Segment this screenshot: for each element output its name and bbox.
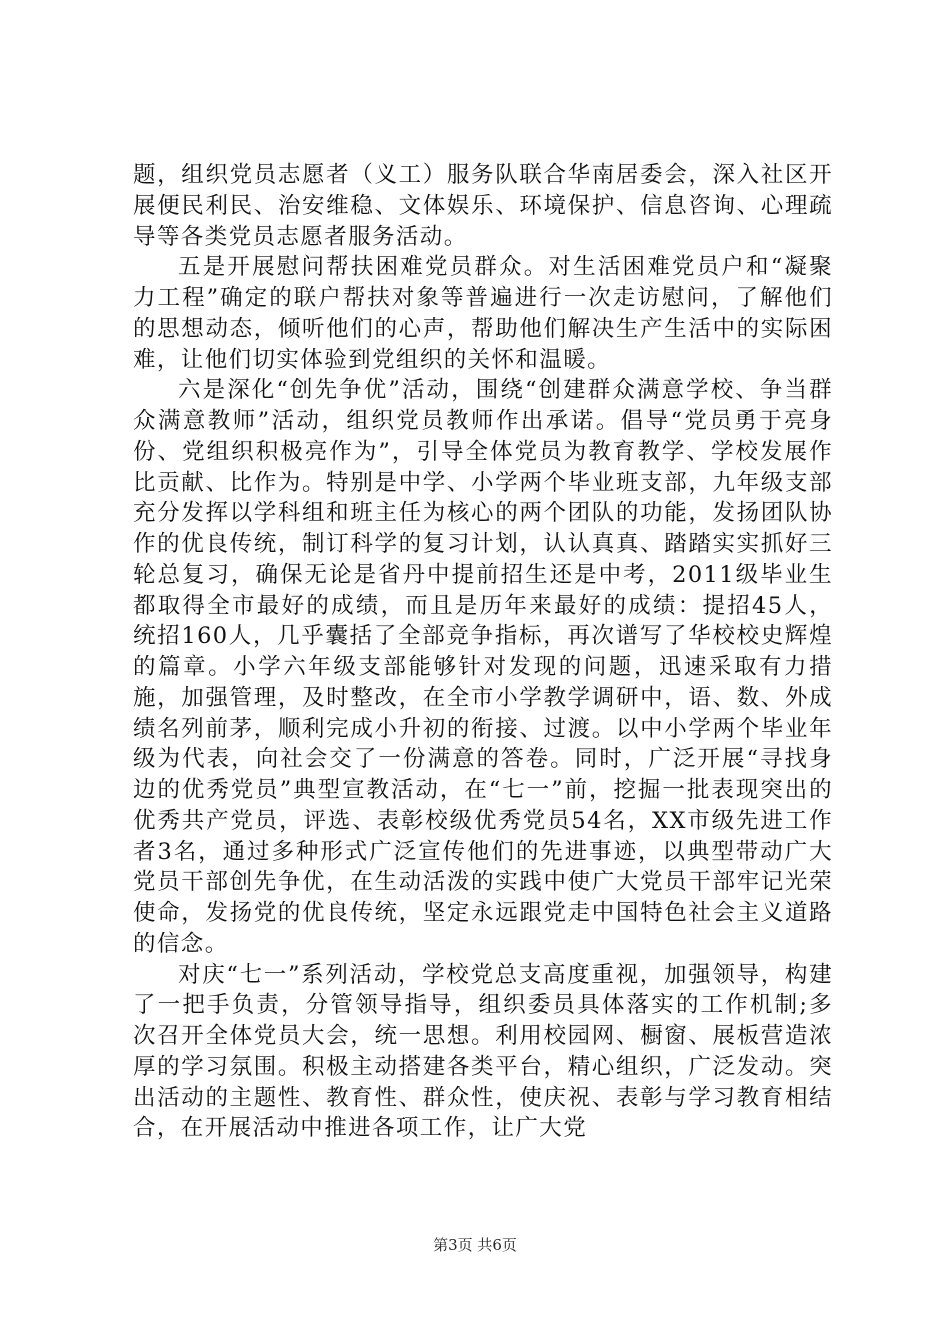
document-body xyxy=(133,160,833,1144)
paragraph-create-excellence: 六是深化“创先争优”活动，围绕“创建群众满意学校、争当群众满意教师”活动，组织党员教师作出承诺。倡导“党员勇于亮身份、党组织积极亮作为”，引导全体党员为教育教学、学校发展作比贡献、比作为。特别是中学、小学两个毕业班支部，九年级支部充分发挥以学科组和班主任为核心的两个团队的功能，发扬团队协作的优良传统，制订科学的复习计划，认认真真、踏踏实实抓好三轮总复习，确保无论是省丹中提前招生还是中考，2011级毕业生都取得全市最好的成绩，而且是历年来最好的成绩：提招45人，统招160人，几乎囊括了全部竞争指标，再次谱写了华校校史辉煌的篇章。小学六年级支部能够针对发现的问题，迅速采取有力措施，加强管理，及时整改，在全市小学教学调研中，语、数、外成绩名列前茅，顺利完成小升初的衔接、过渡。以中小学两个毕业年级为代表，向社会交了一份满意的答卷。同时，广泛开展“寻找身边的优秀党员”典型宣教活动，在“七一”前，挖掘一批表现突出的优秀共产党员，评选、表彰校级优秀党员54名，XX市级先进工作者3名，通过多种形式广泛宣传他们的先进事迹，以典型带动广大党员干部创先争优，在生动活泼的实践中使广大党员干部牢记光荣使命，发扬党的优良传统，坚定永远跟党走中国特色社会主义道路的信念。 xyxy=(133,377,833,957)
paragraph-continued: 题，组织党员志愿者（义工）服务队联合华南居委会，深入社区开展便民利民、治安维稳、文体娱乐、环境保护、信息咨询、心理疏导等各类党员志愿者服务活动。 xyxy=(133,162,833,250)
page-number: 第3页 共6页 xyxy=(433,1236,517,1254)
paragraph-condolence-visits: 五是开展慰问帮扶困难党员群众。对生活困难党员户和“凝聚力工程”确定的联户帮扶对象等普遍进行一次走访慰问，了解他们的思想动态，倾听他们的心声，帮助他们解决生产生活中的实际困难，让他们切实体验到党组织的关怀和温暖。 xyxy=(133,254,833,373)
paragraph-july-first-activities: 对庆“七一”系列活动，学校党总支高度重视，加强领导，构建了一把手负责，分管领导指导，组织委员具体落实的工作机制;多次召开全体党员大会，统一思想。利用校园网、橱窗、展板营造浓厚的学习氛围。积极主动搭建各类平台，精心组织，广泛发动。突出活动的主题性、教育性、群众性，使庆祝、表彰与学习教育相结合，在开展活动中推进各项工作，让广大党 xyxy=(133,961,833,1142)
page-footer xyxy=(0,1234,950,1255)
